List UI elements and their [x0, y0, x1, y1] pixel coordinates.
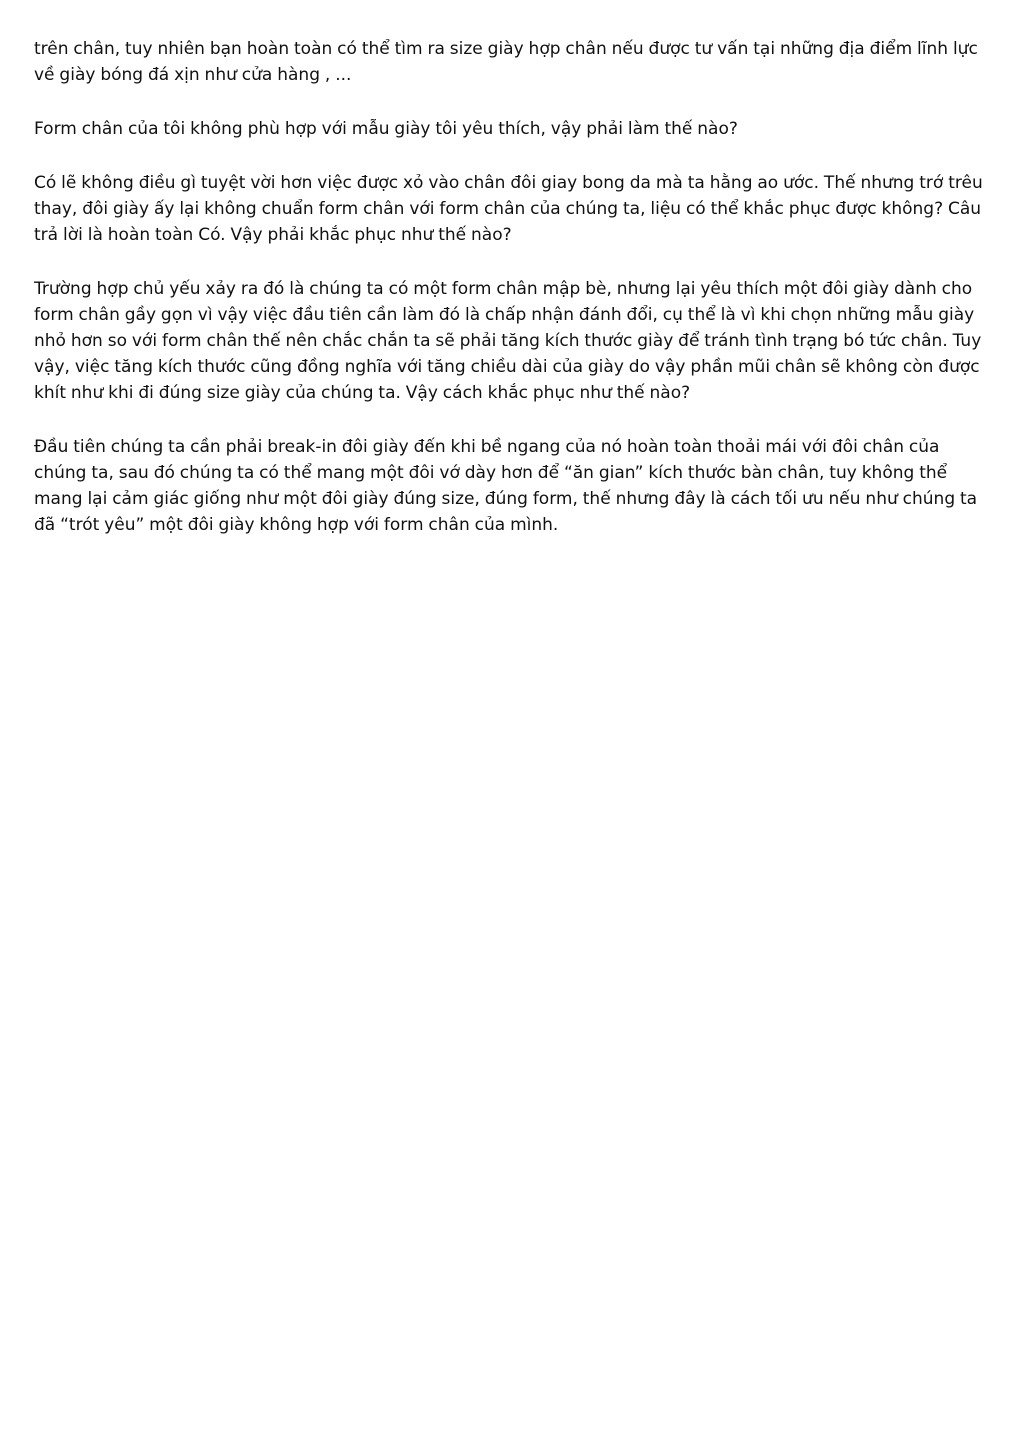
- paragraph-case: Trường hợp chủ yếu xảy ra đó là chúng ta có một form chân mập bè, nhưng lại yêu thích một đôi giày dành cho form chân gầy gọn vì vậy việc đầu tiên cần làm đó là chấp nhận đánh đổi, cụ thể là vì khi chọn những mẫu giày nhỏ hơn so với form chân thế nên chắc chắn ta sẽ phải tăng kích thước giày để tránh tình trạng bó tức chân. Tuy vậy, việc tăng kích thước cũng đồng nghĩa với tăng chiều dài của giày do vậy phần mũi chân sẽ không còn được khít như khi đi đúng size giày của chúng ta. Vậy cách khắc phục như thế nào?: [34, 279, 982, 403]
- paragraph-continuation: trên chân, tuy nhiên bạn hoàn toàn có thể tìm ra size giày hợp chân nếu được tư vấn tại những địa điểm lĩnh lực về giày bóng đá xịn như cửa hàng , ...: [34, 39, 978, 85]
- paragraph-question: Form chân của tôi không phù hợp với mẫu giày tôi yêu thích, vậy phải làm thế nào?: [34, 119, 738, 139]
- document-page: [34, 36, 994, 566]
- paragraph-solution: Đầu tiên chúng ta cần phải break-in đôi giày đến khi bề ngang của nó hoàn toàn thoải mái với đôi chân của chúng ta, sau đó chúng ta có thể mang một đôi vớ dày hơn để “ăn gian” kích thước bàn chân, tuy không thể mang lại cảm giác giống như một đôi giày đúng size, đúng form, thế nhưng đây là cách tối ưu nếu như chúng ta đã “trót yêu” một đôi giày không hợp với form chân của mình.: [34, 437, 978, 535]
- paragraph-intro: Có lẽ không điều gì tuyệt vời hơn việc được xỏ vào chân đôi giay bong da mà ta hằng ao ước. Thế nhưng trớ trêu thay, đôi giày ấy lại không chuẩn form chân với form chân của chúng ta, liệu có thể khắc phục được không? Câu trả lời là hoàn toàn Có. Vậy phải khắc phục như thế nào?: [34, 173, 983, 245]
